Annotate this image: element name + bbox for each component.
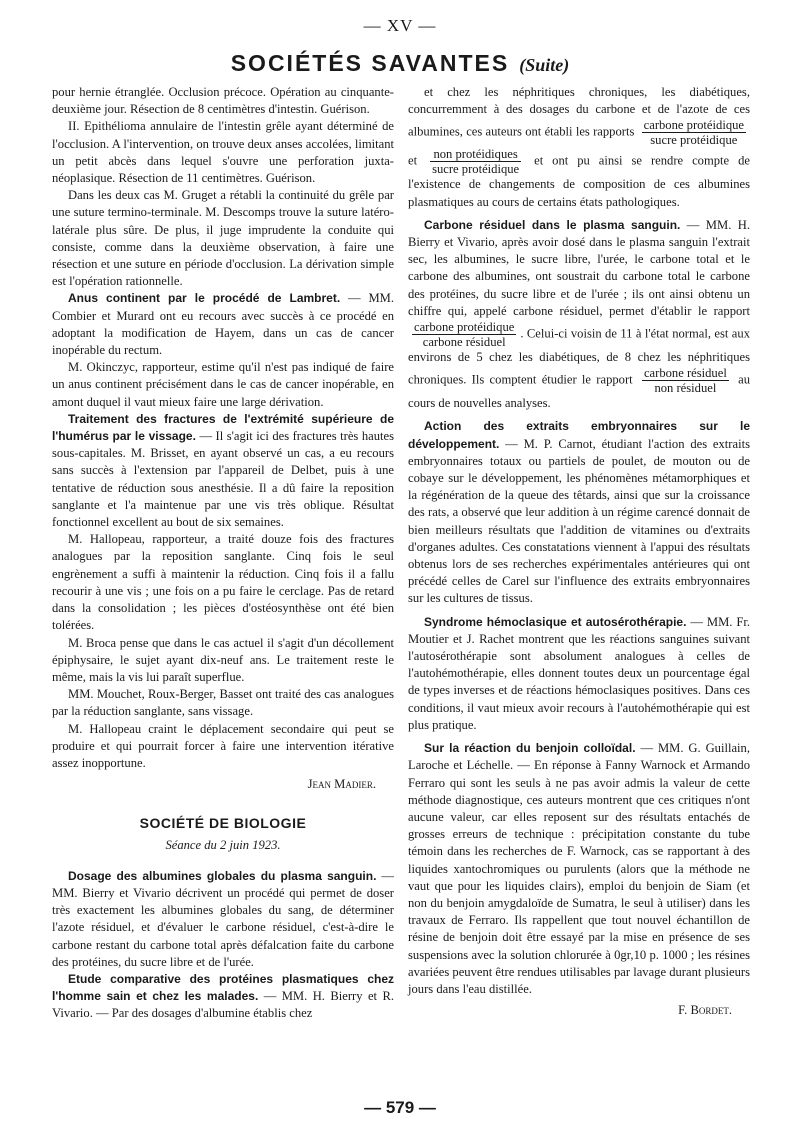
fraction-denominator: sucre protéidique [432, 162, 520, 177]
paragraph [408, 418, 750, 607]
paragraph: pour hernie étranglée. Occlusion précoce. Opération au cinquante-deuxième jour. Résection de 8 centimètres d'intestin. Guérison. [52, 85, 394, 117]
paragraph-heading: Sur la réaction du benjoin colloïdal. [424, 741, 636, 756]
fraction-denominator: carbone résiduel [422, 335, 506, 350]
roman-folio: — XV — [363, 16, 437, 35]
fraction-denominator: non résiduel [654, 381, 717, 396]
signature: Jean Madier. [307, 777, 376, 792]
paragraph-heading: Anus continent par le procédé de Lambret. [68, 291, 341, 306]
paragraph: M. Okinczyc, rapporteur, estime qu'il n'est pas indiqué de faire un anus continent précisément dans le cas de cancer inopérable, en amont duquel il vaut mieux faire une large dérivation. [52, 360, 394, 409]
signature: F. Bordet. [678, 1003, 732, 1018]
paragraph-heading: Carbone résiduel dans le plasma sanguin. [424, 217, 681, 232]
page-title-suite: (Suite) [519, 55, 570, 75]
conjunction: et [408, 153, 418, 168]
paragraph [52, 868, 394, 971]
paragraph: M. Hallopeau, rapporteur, a traité douze fois des fractures analogues par la reposition sanglante. Cinq fois le seul engrènement a suffi à maintenir la réduction. Cinq fois il a fallu recourir à une vis ; une fois on a pu faire le cerclage. Pas de retard dans la consolidation ; les pièces d'ostéosynthèse ont été bien tolérées. [52, 532, 394, 633]
page-title: SOCIÉTÉS SAVANTES [230, 50, 510, 76]
fraction-numerator: carbone protéidique [643, 118, 744, 133]
paragraph: M. Hallopeau craint le déplacement secondaire qui peut se produire et qui pourrait forcer à faire une intervention itérative assez inopportune. [52, 721, 394, 770]
paragraph-heading: Dosage des albumines globales du plasma sanguin. [68, 868, 377, 883]
paragraph: MM. Mouchet, Roux-Berger, Basset ont traité des cas analogues par la réduction sanglante, sans vissage. [52, 687, 394, 719]
right-column [408, 84, 750, 1019]
fraction [412, 320, 516, 349]
page-header [0, 50, 800, 77]
fraction-numerator: carbone protéidique [414, 320, 515, 335]
paragraph [408, 740, 750, 998]
paragraph-body: — MM. Fr. Moutier et J. Rachet montrent que les réactions sanguines suivant l'autosérothérapie sont absolument analogues à celles de l'autohémothérapie, elles donnent toutes deux un pourcentage égal de types inverses et de réactions hémoclasiques positives. Dans ces conditions, il vaut mieux avoir recours à l'autohémothérapie qui est plus pratique. [408, 614, 750, 732]
paragraph: Dans les deux cas M. Gruget a rétabli la continuité du grêle par une suture termino-terminale. M. Descomps trouve la suture latéro-latérale plus sûre. De plus, il juge imprudente la conduite qui consiste, comme dans la deuxième observation, à faire une résection et une suture en période d'occlusion. La dérivation simple est l'opération rationnelle. [52, 188, 394, 289]
paragraph: II. Epithélioma annulaire de l'intestin grêle ayant déterminé de l'occlusion. A l'intervention, on trouve deux anses accolées, limitant un petit abcès dans lequel s'ouvre une perforation juxta-néoplasique. Résection de 11 centimètres. Guérison. [52, 119, 394, 186]
section-title: SOCIÉTÉ DE BIOLOGIE [139, 815, 307, 832]
session-date: Séance du 2 juin 1923. [165, 837, 281, 852]
paragraph-body: — MM. H. Bierry et R. Vivario. — Par des dosages d'albumine établis chez [52, 989, 394, 1021]
page-number: — 579 — [364, 1098, 436, 1117]
paragraph-body: . Celui-ci voisin de 11 à l'état normal, est aux environs de 5 chez les diabétiques, de 8 chez les néphritiques chroniques. Ils comptent étudier le rapport [408, 326, 750, 387]
paragraph: M. Broca pense que dans le cas actuel il s'agit d'un décollement épiphysaire, le sujet ayant dix-neuf ans. Le traitement reste le même, mais la vis lui paraît superflue. [52, 635, 394, 684]
paragraph-body: — Il s'agit ici des fractures très hautes sous-capitales. M. Brisset, en ayant observé un cas, a eu recours sans succès à l'extension par l'appareil de Delbet, puis à une tentative de réduction sous anesthésie. Il a dû faire la reposition sanglante et l'a maintenue par une vis très oblique. Résultat fonctionnel excellent au bout de six semaines. [52, 429, 394, 530]
paragraph-body: — MM. Combier et Murard ont eu recours avec succès à ce procédé en adoptant la modification de Hayem, dans un cas de cancer inopérable du rectum. [52, 291, 395, 358]
paragraph [408, 614, 750, 734]
paragraph-body: — M. P. Carnot, étudiant l'action des extraits embryonnaires totaux ou partiels de poulet, de mouton ou de cobaye sur le développement, les phénomènes métamorphiques et la régénération de la queue des têtards, ainsi que sur la croissance des rats, a observé que leur addition à un régime carencé donnait de bien meilleurs résultats que l'addition de vitamines ou d'extraits d'organes adultes. Ces constatations viennent à l'appui des résultats obtenus lors de ses recherches expérimentales antérieures qui ont précédé celles de Carel sur l'influence des extraits embryonnaires sur les cultures de tissus. [408, 436, 750, 606]
paragraph-body: et ont pu ainsi se rendre compte de l'existence de changements de composition de ces albumines plasmatiques au cours de certains états pathologiques. [408, 153, 750, 209]
paragraph [52, 971, 394, 1023]
fraction [642, 366, 729, 395]
paragraph-heading: Action des extraits embryonnaires sur le développement. [408, 419, 750, 451]
left-column [52, 84, 394, 1023]
paragraph-body: — MM. H. Bierry et Vivario, après avoir dosé dans le plasma sanguin l'extrait sec, les albumines, le sucre libre, l'urée, le carbone total et le carbone des albumines, ont soustrait du carbone total le carbone des protéines, du sucre libre et de l'urée ; ils ont ainsi obtenu un chiffre qui, appelé carbone résiduel, permet d'établir le rapport [408, 217, 751, 318]
paragraph-body: — MM. Bierry et Vivario décrivent un procédé qui permet de doser très exactement les albumines globales du sang, de déterminer l'azote résiduel, et d'évaluer le carbone résiduel, c'est-à-dire le carbone restant du carbone total après défalcation faite du carbone des protéines, du sucre libre et de l'urée. [52, 868, 394, 969]
paragraph [408, 217, 750, 413]
paragraph [52, 290, 394, 359]
paragraph-body: au cours de nouvelles analyses. [408, 372, 750, 411]
fraction-denominator: sucre protéidique [650, 133, 738, 148]
fraction-numerator: carbone résiduel [643, 366, 727, 381]
fraction [430, 147, 521, 176]
paragraph-heading: Etude comparative des protéines plasmatiques chez l'homme sain et chez les malades. [52, 971, 394, 1004]
paragraph-heading: Syndrome hémoclasique et autosérothérapie. [424, 614, 687, 629]
fraction-numerator: non protéidiques [430, 147, 521, 162]
fraction [642, 118, 746, 147]
paragraph-heading: Traitement des fractures de l'extrémité supérieure de l'humérus par le vissage. [52, 411, 394, 444]
paragraph [52, 411, 394, 531]
paragraph [408, 84, 750, 211]
paragraph-body: — MM. G. Guillain, Laroche et Léchelle. — En réponse à Fanny Warnock et Armando Ferraro qui sont les seuls à ne pas avoir admis la valeur de cette méthode diagnostique, ces auteurs montrent que ces critiques n'ont aucune valeur, car elles reposent sur des résultats entachés de grosses erreurs de technique : précipitation constante du tube témoin dans les recherches de F. Warnock, cas se rapportant à des liquides xantochromiques ou purulents (alors que la méthode ne vaut que pour les liquides clairs), emploi du benjoin de Siam (et non du benjoin amygdaloïde de Sumatra, le seul à utiliser) dans les travaux de Ferraro. Ils rappellent que tout nouvel échantillon de résine de benjoin doit être essayé par la mise en présence de ses suspensions avec la solution chlorurée à 0gr,10 p. 1000 ; les résines avariées peuvent être rendues utilisables par lavage durant plusieurs jours dans l'eau distillée. [408, 741, 750, 996]
paragraph-body: et chez les néphritiques chroniques, les diabétiques, concurremment à des dosages du carbone et de l'azote de ces albumines, ces auteurs ont établi les rapports [408, 85, 750, 139]
